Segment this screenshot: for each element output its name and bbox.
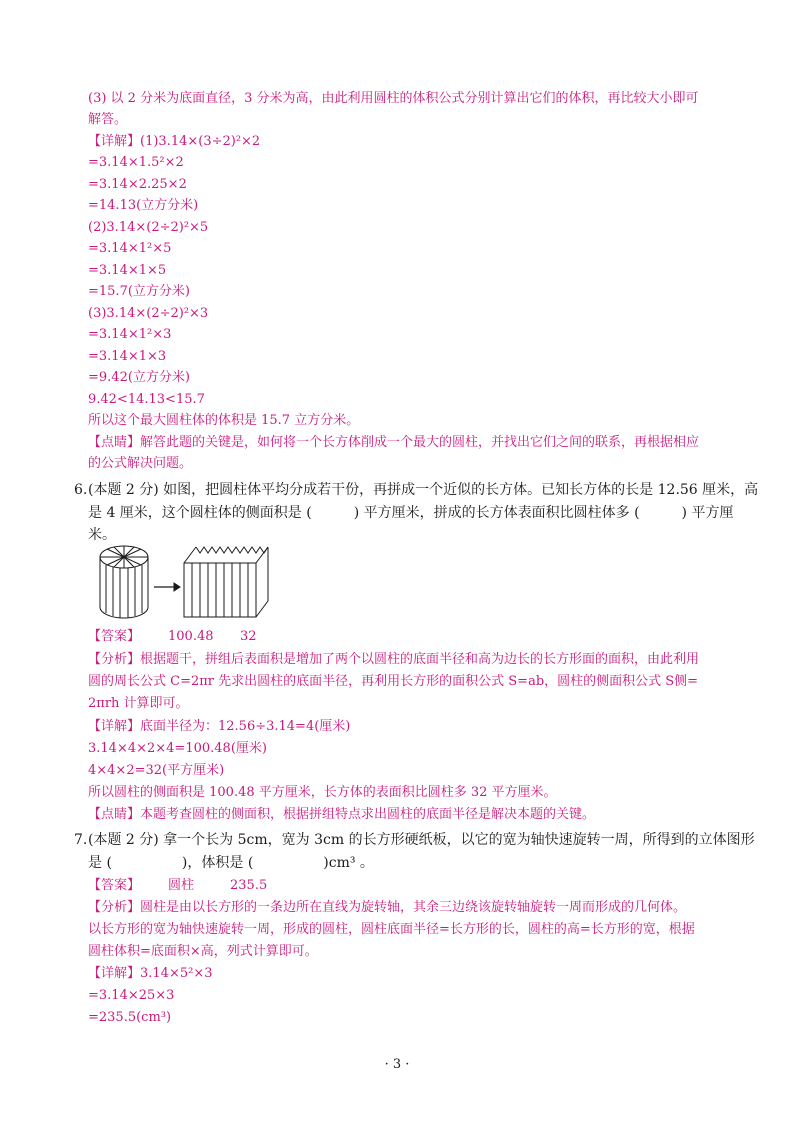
question-text: 是 ( )，体积是 ( )cm³ 。 (88, 855, 374, 871)
comment-line: 的公式解决问题。 (88, 456, 193, 471)
analysis-line: 解答。 (88, 112, 128, 127)
solution-line: =3.14×25×3 (88, 988, 175, 1003)
solution-line: 9.42<14.13<15.7 (88, 392, 205, 407)
solution-line: =3.14×1²×5 (88, 241, 172, 256)
comment-line: 【点睛】本题考查圆柱的侧面积，根据拼组特点求出圆柱的底面半径是解决本题的关键。 (88, 807, 596, 822)
question-text: 是 4 厘米，这个圆柱体的侧面积是 ( ) 平方厘米，拼成的长方体表面积比圆柱体多 ( ) 平方厘 (88, 505, 734, 521)
solution-line: =15.7(立方分米) (88, 284, 190, 299)
answer-value: 100.48 (168, 629, 214, 644)
answer-value: 235.5 (230, 878, 268, 893)
question-number: 7. (74, 832, 88, 848)
solution-line: =9.42(立方分米) (88, 370, 190, 385)
solution-heading: 【详解】(1)3.14×(3÷2)²×2 (88, 134, 261, 149)
answer-label: 【答案】 (88, 878, 141, 893)
solution-line: =3.14×1×3 (88, 349, 167, 364)
solution-line: =3.14×1.5²×2 (88, 155, 184, 170)
analysis-line: 以长方形的宽为轴快速旋转一周，形成的圆柱，圆柱底面半径=长方形的长，圆柱的高=长方形的宽，根据 (88, 922, 695, 937)
solution-line: =3.14×1×5 (88, 263, 167, 278)
question-text: (本题 2 分) 拿一个长为 5cm，宽为 3cm 的长方形硬纸板，以它的宽为轴快速旋转一周，所得到的立体图形 (88, 832, 755, 848)
solution-heading: 【详解】底面半径为：12.56÷3.14=4(厘米) (88, 719, 351, 734)
solution-line: =3.14×1²×3 (88, 327, 172, 342)
arrow-icon (154, 583, 180, 591)
question-number: 6. (74, 482, 88, 498)
solution-heading: 【详解】3.14×5²×3 (88, 966, 213, 981)
solution-line: 4×4×2=32(平方厘米) (88, 763, 225, 778)
analysis-line: (3) 以 2 分米为底面直径，3 分米为高，由此利用圆柱的体积公式分别计算出它们的体积，再比较大小即可 (88, 91, 699, 106)
comment-line: 【点睛】解答此题的关键是，如何将一个长方体削成一个最大的圆柱，并找出它们之间的联系，再根据相应 (88, 435, 700, 450)
cuboid-figure (184, 547, 268, 617)
answer-value: 32 (240, 629, 257, 644)
analysis-line: 【分析】圆柱是由以长方形的一条边所在直线为旋转轴，其余三边绕该旋转轴旋转一周而形成的几何体。 (88, 900, 687, 915)
analysis-line: 2πrh 计算即可。 (88, 696, 189, 711)
answer-value: 圆柱 (168, 878, 195, 893)
analysis-line: 圆的周长公式 C=2πr 先求出圆柱的底面半径，再利用长方形的面积公式 S=ab，圆柱的侧面积公式 S侧= (88, 674, 699, 689)
solution-line: (3)3.14×(2÷2)²×3 (88, 306, 209, 321)
conclusion-line: 所以这个最大圆柱体的体积是 15.7 立方分米。 (88, 413, 360, 428)
analysis-line: 圆柱体积=底面积×高，列式计算即可。 (88, 944, 318, 959)
solution-line: =235.5(cm³) (88, 1010, 172, 1025)
cylinder-to-cuboid-figure (96, 543, 276, 621)
cylinder-figure (100, 546, 148, 618)
analysis-line: 【分析】根据题干，拼组后表面积是增加了两个以圆柱的底面半径和高为边长的长方形面的面积，由此利用 (88, 652, 700, 667)
page-number: · 3 · (384, 1057, 410, 1072)
question-text: 米。 (88, 527, 116, 543)
answer-label: 【答案】 (88, 629, 141, 644)
solution-line: =3.14×2.25×2 (88, 177, 187, 192)
solution-line: (2)3.14×(2÷2)²×5 (88, 220, 209, 235)
conclusion-line: 所以圆柱的侧面积是 100.48 平方厘米，长方体的表面积比圆柱多 32 平方厘米。 (88, 785, 557, 800)
solution-line: 3.14×4×2×4=100.48(厘米) (88, 741, 267, 756)
question-text: (本题 2 分) 如图，把圆柱体平均分成若干份，再拼成一个近似的长方体。已知长方体的长是 12.56 厘米，高 (88, 482, 759, 498)
solution-line: =14.13(立方分米) (88, 198, 199, 213)
